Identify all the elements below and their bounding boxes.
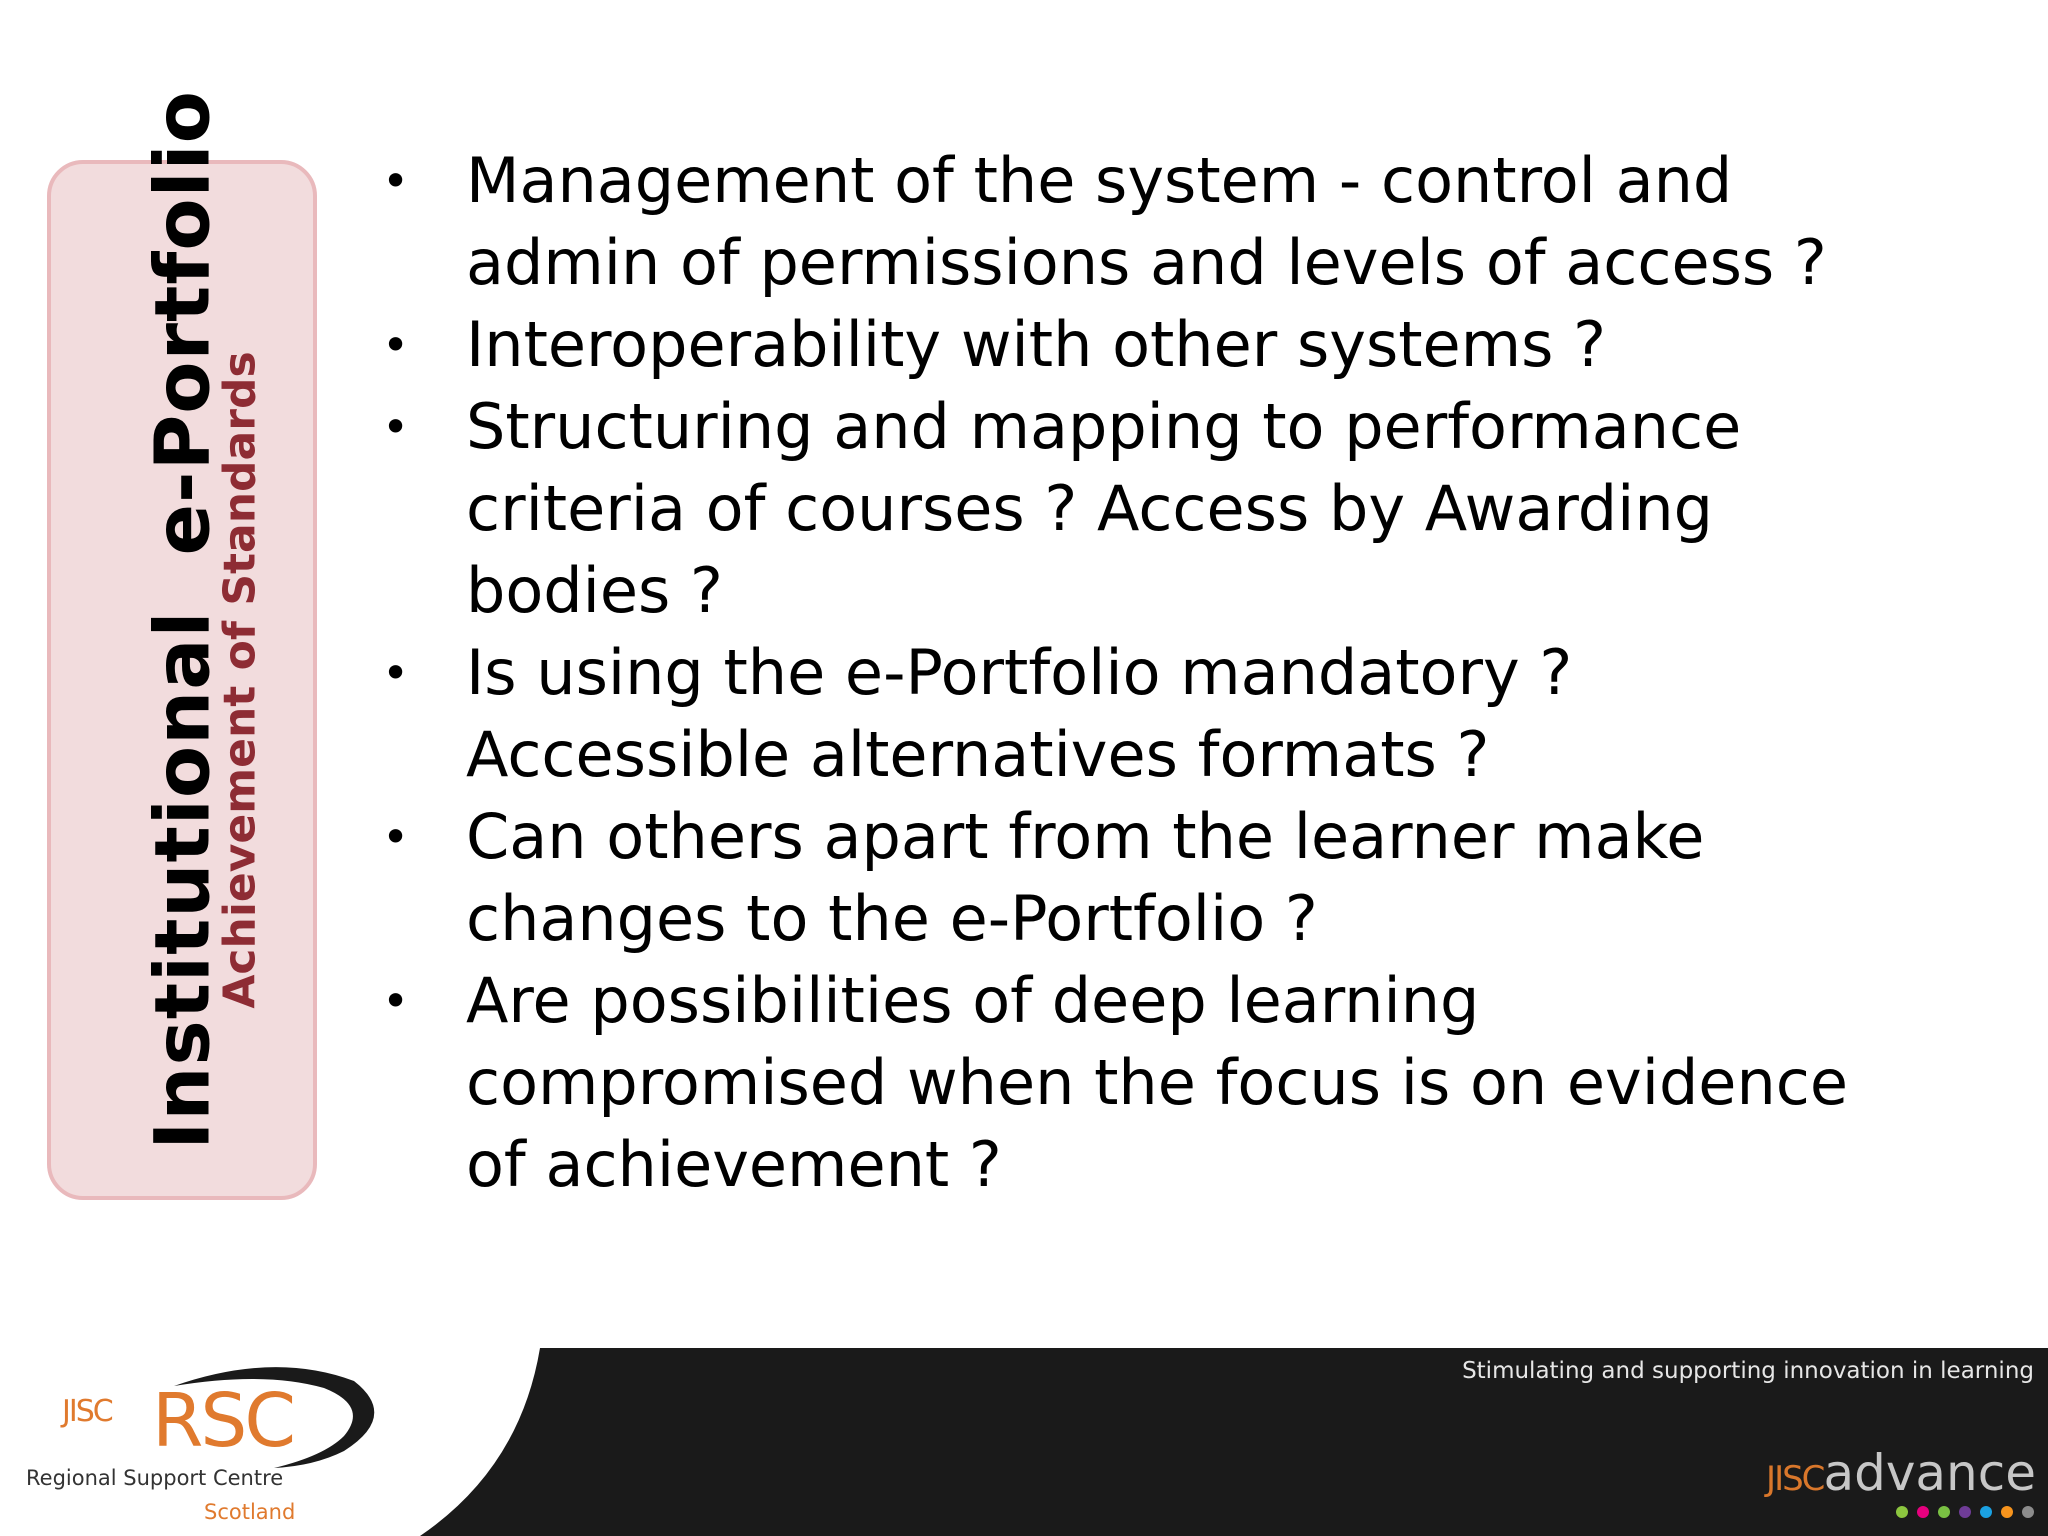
- bullet-item: [382, 386, 1882, 632]
- slide-title: Institutional e-Portfolio: [137, 90, 227, 1150]
- jisc-advance-logo: [1766, 1444, 2036, 1502]
- color-dot: [2001, 1506, 2013, 1518]
- bullet-icon: •: [382, 400, 410, 454]
- bullet-text: Can others apart from the learner make changes to the e-Portfolio ?: [466, 800, 1705, 955]
- bullet-icon: •: [382, 810, 410, 864]
- bullet-text: Structuring and mapping to performance criteria of courses ? Access by Awarding bodies ?: [466, 390, 1742, 627]
- bullet-icon: •: [382, 974, 410, 1028]
- rsc-logo-rsc: RSC: [152, 1378, 294, 1464]
- jisc-advance-logo-jisc: JISC: [1766, 1459, 1824, 1499]
- bullet-text: Are possibilities of deep learning compromised when the focus is on evidence of achievement ?: [466, 964, 1848, 1201]
- color-dot: [1917, 1506, 1929, 1518]
- footer-tagline: Stimulating and supporting innovation in learning: [1462, 1358, 2034, 1384]
- bullet-text: Management of the system - control and admin of permissions and levels of access ?: [466, 144, 1827, 299]
- slide-subtitle: Achievement of Standards: [214, 351, 266, 1009]
- color-dot: [1938, 1506, 1950, 1518]
- color-dot: [2022, 1506, 2034, 1518]
- color-dot: [1959, 1506, 1971, 1518]
- rsc-logo-region: Scotland: [204, 1500, 296, 1524]
- bullet-icon: •: [382, 318, 410, 372]
- bullet-list: [382, 140, 1882, 1206]
- rsc-logo: [24, 1356, 384, 1531]
- bullet-item: [382, 304, 1882, 386]
- bullet-text: Is using the e-Portfolio mandatory ? Accessible alternatives formats ?: [466, 636, 1573, 791]
- bullet-item: [382, 796, 1882, 960]
- bullet-icon: •: [382, 154, 410, 208]
- rsc-logo-jisc: JISC: [62, 1394, 112, 1429]
- color-dot: [1980, 1506, 1992, 1518]
- color-dots: [1896, 1506, 2034, 1518]
- color-dot: [1896, 1506, 1908, 1518]
- bullet-item: [382, 960, 1882, 1206]
- bullet-text: Interoperability with other systems ?: [466, 308, 1607, 381]
- jisc-advance-logo-advance: advance: [1823, 1444, 2036, 1502]
- rsc-logo-name: Regional Support Centre: [26, 1466, 284, 1490]
- bullet-item: [382, 632, 1882, 796]
- bullet-item: [382, 140, 1882, 304]
- bullet-icon: •: [382, 646, 410, 700]
